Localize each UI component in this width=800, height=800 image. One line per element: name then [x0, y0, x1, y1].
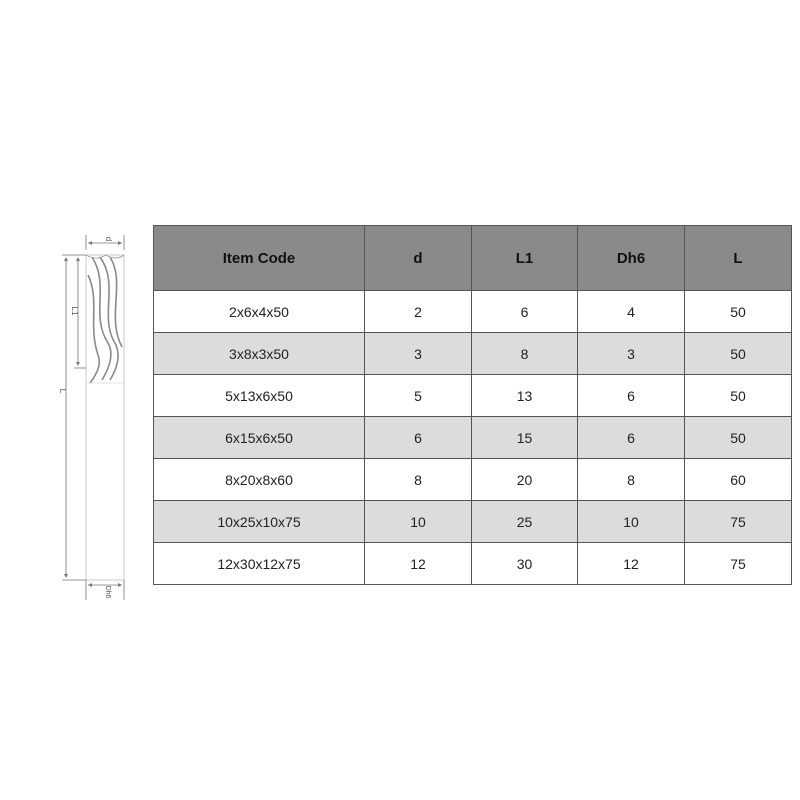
header-L1: L1 [472, 226, 578, 291]
header-d: d [365, 226, 472, 291]
cell-L1: 8 [472, 333, 578, 375]
label-d: d [104, 236, 113, 242]
label-Dh6: Dh6 [104, 585, 111, 599]
cell-d: 10 [365, 501, 472, 543]
table-row [154, 417, 792, 459]
spec-table [153, 225, 792, 585]
cell-L1: 20 [472, 459, 578, 501]
cell-d: 12 [365, 543, 472, 585]
cell-item-code: 6x15x6x50 [154, 417, 365, 459]
cell-L: 75 [685, 501, 792, 543]
cell-L: 50 [685, 417, 792, 459]
cell-item-code: 8x20x8x60 [154, 459, 365, 501]
cell-d: 6 [365, 417, 472, 459]
cell-L: 50 [685, 291, 792, 333]
cell-L: 50 [685, 333, 792, 375]
cell-L: 75 [685, 543, 792, 585]
cell-L1: 30 [472, 543, 578, 585]
cell-item-code: 3x8x3x50 [154, 333, 365, 375]
cell-L1: 15 [472, 417, 578, 459]
cell-L1: 6 [472, 291, 578, 333]
cell-d: 5 [365, 375, 472, 417]
cell-Dh6: 6 [578, 417, 685, 459]
cell-L1: 13 [472, 375, 578, 417]
cell-Dh6: 6 [578, 375, 685, 417]
cell-item-code: 12x30x12x75 [154, 543, 365, 585]
cell-L1: 25 [472, 501, 578, 543]
table-row [154, 459, 792, 501]
cell-Dh6: 8 [578, 459, 685, 501]
table-row [154, 291, 792, 333]
cell-d: 8 [365, 459, 472, 501]
table-row [154, 375, 792, 417]
end-mill-drawing [40, 225, 150, 615]
cell-d: 3 [365, 333, 472, 375]
header-Dh6: Dh6 [578, 226, 685, 291]
cell-d: 2 [365, 291, 472, 333]
cell-L: 60 [685, 459, 792, 501]
cell-Dh6: 10 [578, 501, 685, 543]
cell-item-code: 10x25x10x75 [154, 501, 365, 543]
header-L: L [685, 226, 792, 291]
tool-body [86, 255, 124, 580]
label-L1: L1 [70, 306, 79, 316]
table-row [154, 333, 792, 375]
table-row [154, 501, 792, 543]
table-row [154, 543, 792, 585]
cell-item-code: 5x13x6x50 [154, 375, 365, 417]
header-row [154, 226, 792, 291]
cell-L: 50 [685, 375, 792, 417]
header-item-code: Item Code [154, 226, 365, 291]
cell-Dh6: 4 [578, 291, 685, 333]
label-L: L [58, 388, 67, 394]
cell-item-code: 2x6x4x50 [154, 291, 365, 333]
cell-Dh6: 3 [578, 333, 685, 375]
cell-Dh6: 12 [578, 543, 685, 585]
